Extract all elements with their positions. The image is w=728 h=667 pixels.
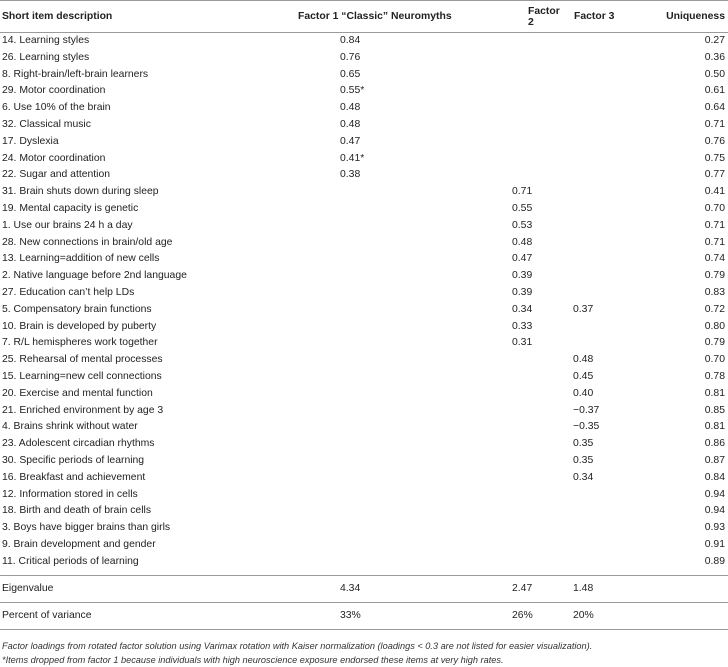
factor-3-loading	[548, 33, 638, 50]
item-description: 30. Specific periods of learning	[2, 454, 145, 466]
table-row	[0, 184, 728, 201]
uniqueness-value: 0.70	[704, 354, 725, 366]
factor-3-loading	[548, 184, 638, 201]
factor-2-loading: 2.47	[458, 575, 548, 602]
uniqueness-value: 0.70	[704, 202, 725, 214]
table-row	[0, 319, 728, 336]
factor-2-loading	[458, 554, 548, 575]
factor-3-loading	[548, 487, 638, 504]
item-description: 1. Use our brains 24 h a day	[2, 219, 133, 231]
item-description: 24. Motor coordination	[2, 152, 106, 164]
item-description: 23. Adolescent circadian rhythms	[2, 438, 155, 450]
factor-2-loading: 0.53	[512, 219, 533, 231]
factor-3-loading	[548, 554, 638, 575]
table-row	[0, 201, 728, 218]
item-description: 14. Learning styles	[2, 35, 90, 46]
factor-1-loading	[290, 251, 458, 268]
factor-3-loading	[548, 134, 638, 151]
uniqueness-value: 0.94	[704, 505, 725, 517]
factor-3-loading	[548, 285, 638, 302]
table-summary	[0, 575, 728, 629]
factor-3-loading: 0.37	[573, 303, 594, 315]
item-description: 7. R/L hemispheres work together	[2, 337, 158, 349]
factor-2-loading	[458, 167, 548, 184]
factor-2-loading: 0.31	[512, 337, 533, 349]
uniqueness-value: 0.81	[704, 421, 725, 433]
table-row	[0, 251, 728, 268]
factor-3-loading: 0.40	[573, 387, 594, 399]
uniqueness-value: 0.76	[704, 135, 725, 147]
factor-1-loading	[290, 302, 458, 319]
factor-3-loading: 0.35	[573, 438, 594, 450]
factor-1-loading: 0.41*	[340, 152, 365, 164]
table-row	[0, 487, 728, 504]
factor-1-loading: 0.48	[340, 118, 361, 130]
uniqueness-value: 0.87	[704, 454, 725, 466]
table-row	[0, 100, 728, 117]
item-description: 5. Compensatory brain functions	[2, 303, 152, 315]
table-row	[0, 50, 728, 67]
item-description: 2. Native language before 2nd language	[2, 270, 187, 282]
factor-3-loading	[548, 218, 638, 235]
factor-2-loading	[458, 33, 548, 50]
item-description: 3. Boys have bigger brains than girls	[2, 522, 171, 534]
factor-3-loading	[548, 319, 638, 336]
uniqueness-value: 0.91	[704, 538, 725, 550]
factor-3-loading	[548, 67, 638, 84]
header-row	[0, 1, 728, 33]
uniqueness-value: 0.86	[704, 438, 725, 450]
factor-1-loading	[290, 369, 458, 386]
factor-2-loading	[458, 487, 548, 504]
factor-2-loading: 0.39	[512, 270, 533, 282]
table-row	[0, 352, 728, 369]
footnote-rotation: Factor loadings from rotated factor solution using Varimax rotation with Kaiser normalization (loadings < 0.3 are not listed for easier visualization).	[2, 640, 593, 651]
table-row	[0, 117, 728, 134]
factor-2-loading	[458, 537, 548, 554]
uniqueness-value: 0.80	[704, 320, 725, 332]
factor-3-loading: 0.34	[573, 471, 594, 483]
item-description: 13. Learning=addition of new cells	[2, 253, 160, 265]
factor-1-loading: 0.48	[340, 102, 361, 114]
factor-1-loading: 0.55*	[340, 85, 365, 97]
factor-2-loading	[458, 100, 548, 117]
uniqueness-value: 0.71	[704, 118, 725, 130]
footnote-dropped-items: *Items dropped from factor 1 because individuals with high neuroscience exposure endorsed these items at very high rates.	[2, 654, 504, 665]
factor-3-loading	[548, 201, 638, 218]
factor-3-loading: 0.45	[573, 370, 594, 382]
factor-3-loading: −0.35	[573, 421, 600, 433]
factor-1-loading: 0.65	[340, 68, 361, 80]
factor-1-loading	[290, 184, 458, 201]
factor-3-loading	[548, 251, 638, 268]
factor-1-loading	[290, 470, 458, 487]
factor-2-loading	[458, 134, 548, 151]
uniqueness-value: 0.27	[704, 35, 725, 46]
header-short-item-description: Short item description	[0, 1, 290, 33]
table-row	[0, 503, 728, 520]
item-description: 26. Learning styles	[2, 51, 90, 63]
uniqueness-value: 0.83	[704, 286, 725, 298]
table-row	[0, 83, 728, 100]
table-row	[0, 167, 728, 184]
item-description: 19. Mental capacity is genetic	[2, 202, 139, 214]
factor-2-loading: 26%	[458, 602, 548, 629]
table-row	[0, 436, 728, 453]
uniqueness-value	[638, 602, 728, 629]
factor-1-loading	[290, 285, 458, 302]
factor-2-loading: 0.39	[512, 286, 533, 298]
item-description: 31. Brain shuts down during sleep	[2, 186, 159, 198]
table-row	[0, 554, 728, 575]
factor-1-loading	[290, 335, 458, 352]
factor-1-loading	[290, 520, 458, 537]
factor-3-loading	[548, 50, 638, 67]
table-header	[0, 1, 728, 33]
item-description: 18. Birth and death of brain cells	[2, 505, 152, 517]
factor-1-loading	[290, 419, 458, 436]
factor-3-loading	[548, 167, 638, 184]
factor-1-loading	[290, 537, 458, 554]
item-description: Percent of variance	[0, 602, 290, 629]
factor-2-loading	[458, 386, 548, 403]
factor-1-loading	[290, 487, 458, 504]
item-description: 16. Breakfast and achievement	[2, 471, 146, 483]
factor-1-loading	[290, 403, 458, 420]
table-row	[0, 67, 728, 84]
factor-2-loading	[458, 369, 548, 386]
uniqueness-value: 0.71	[704, 236, 725, 248]
header-uniqueness: Uniqueness	[638, 1, 728, 33]
factor-2-loading: 0.34	[512, 303, 533, 315]
factor-2-loading: 0.47	[512, 253, 533, 265]
factor-2-loading	[458, 117, 548, 134]
factor-2-loading	[458, 453, 548, 470]
factor-1-loading	[290, 218, 458, 235]
item-description: 28. New connections in brain/old age	[2, 236, 173, 248]
factor-3-loading	[548, 537, 638, 554]
factor-1-loading	[290, 201, 458, 218]
item-description: 25. Rehearsal of mental processes	[2, 354, 163, 366]
factor-1-loading	[290, 235, 458, 252]
factor-1-loading	[290, 268, 458, 285]
factor-2-loading: 0.71	[512, 186, 533, 198]
table-row	[0, 151, 728, 168]
factor-3-loading	[548, 520, 638, 537]
item-description: 9. Brain development and gender	[2, 538, 156, 550]
factor-1-loading	[290, 554, 458, 575]
factor-1-loading	[290, 503, 458, 520]
header-factor-2: Factor 2	[458, 1, 548, 33]
factor-2-loading	[458, 403, 548, 420]
uniqueness-value: 0.79	[704, 337, 725, 349]
table-row	[0, 453, 728, 470]
uniqueness-value: 0.85	[704, 404, 725, 416]
uniqueness-value: 0.61	[704, 85, 725, 97]
table-row	[0, 335, 728, 352]
table-row	[0, 302, 728, 319]
item-description: Eigenvalue	[0, 575, 290, 602]
factor-3-loading	[548, 268, 638, 285]
factor-2-loading	[458, 520, 548, 537]
uniqueness-value: 0.41	[704, 186, 725, 198]
item-description: 22. Sugar and attention	[2, 169, 111, 181]
factor-1-loading	[290, 453, 458, 470]
factor-3-loading: 20%	[548, 602, 638, 629]
summary-row	[0, 602, 728, 629]
factor-1-loading: 0.84	[340, 35, 361, 46]
uniqueness-value: 0.89	[704, 555, 725, 567]
factor-1-loading	[290, 319, 458, 336]
summary-row	[0, 575, 728, 602]
factor-2-loading	[458, 83, 548, 100]
factor-1-loading	[290, 352, 458, 369]
factor-3-loading: 1.48	[548, 575, 638, 602]
factor-1-loading: 33%	[290, 602, 458, 629]
uniqueness-value: 0.94	[704, 488, 725, 500]
uniqueness-value: 0.81	[704, 387, 725, 399]
table-row	[0, 386, 728, 403]
factor-2-loading	[458, 50, 548, 67]
table-row	[0, 470, 728, 487]
factor-3-loading	[548, 83, 638, 100]
table-row	[0, 285, 728, 302]
uniqueness-value: 0.74	[704, 253, 725, 265]
header-factor-3: Factor 3	[548, 1, 638, 33]
table-row	[0, 520, 728, 537]
uniqueness-value: 0.75	[704, 152, 725, 164]
factor-1-loading: 0.47	[340, 135, 361, 147]
table-row	[0, 134, 728, 151]
table-row	[0, 369, 728, 386]
table-row	[0, 403, 728, 420]
factor-2-loading	[458, 352, 548, 369]
item-description: 12. Information stored in cells	[2, 488, 138, 500]
item-description: 4. Brains shrink without water	[2, 421, 138, 433]
factor-1-loading	[290, 436, 458, 453]
factor-3-loading	[548, 235, 638, 252]
uniqueness-value: 0.71	[704, 219, 725, 231]
table-row	[0, 235, 728, 252]
factor-2-loading	[458, 470, 548, 487]
factor-2-loading	[458, 436, 548, 453]
table-row	[0, 419, 728, 436]
uniqueness-value: 0.84	[704, 471, 725, 483]
item-description: 27. Education can’t help LDs	[2, 286, 135, 298]
factor-2-loading: 0.55	[512, 202, 533, 214]
factor-3-loading	[548, 151, 638, 168]
factor-2-loading	[458, 419, 548, 436]
item-description: 32. Classical music	[2, 118, 91, 130]
factor-3-loading	[548, 503, 638, 520]
factor-3-loading: 0.35	[573, 454, 594, 466]
factor-1-loading: 0.76	[340, 51, 361, 63]
factor-2-loading	[458, 67, 548, 84]
table-row	[0, 218, 728, 235]
factor-3-loading: 0.48	[573, 354, 594, 366]
item-description: 8. Right-brain/left-brain learners	[2, 68, 149, 80]
uniqueness-value: 0.72	[704, 303, 725, 315]
factor-3-loading	[548, 335, 638, 352]
uniqueness-value: 0.77	[704, 169, 725, 181]
uniqueness-value	[638, 575, 728, 602]
factor-1-loading: 4.34	[290, 575, 458, 602]
item-description: 11. Critical periods of learning	[2, 555, 139, 567]
item-description: 29. Motor coordination	[2, 85, 106, 97]
uniqueness-value: 0.79	[704, 270, 725, 282]
uniqueness-value: 0.78	[704, 370, 725, 382]
header-factor-1: Factor 1 “Classic” Neuromyths	[290, 1, 458, 33]
uniqueness-value: 0.36	[704, 51, 725, 63]
factor-2-loading: 0.33	[512, 320, 533, 332]
item-description: 20. Exercise and mental function	[2, 387, 153, 399]
factor-3-loading	[548, 117, 638, 134]
factor-3-loading	[548, 100, 638, 117]
table-row	[0, 537, 728, 554]
factor-1-loading: 0.38	[340, 169, 361, 181]
item-description: 10. Brain is developed by puberty	[2, 320, 157, 332]
uniqueness-value: 0.93	[704, 522, 725, 534]
uniqueness-value: 0.64	[704, 102, 725, 114]
factor-2-loading	[458, 151, 548, 168]
factor-3-loading: −0.37	[573, 404, 600, 416]
item-description: 6. Use 10% of the brain	[2, 102, 111, 114]
uniqueness-value: 0.50	[704, 68, 725, 80]
factor-2-loading: 0.48	[512, 236, 533, 248]
table-footnotes	[0, 639, 728, 667]
table-row	[0, 33, 728, 50]
item-description: 21. Enriched environment by age 3	[2, 404, 164, 416]
item-description: 15. Learning=new cell connections	[2, 370, 162, 382]
table-body	[0, 33, 728, 576]
item-description: 17. Dyslexia	[2, 135, 59, 147]
factor-1-loading	[290, 386, 458, 403]
table-row	[0, 268, 728, 285]
factor-2-loading	[458, 503, 548, 520]
